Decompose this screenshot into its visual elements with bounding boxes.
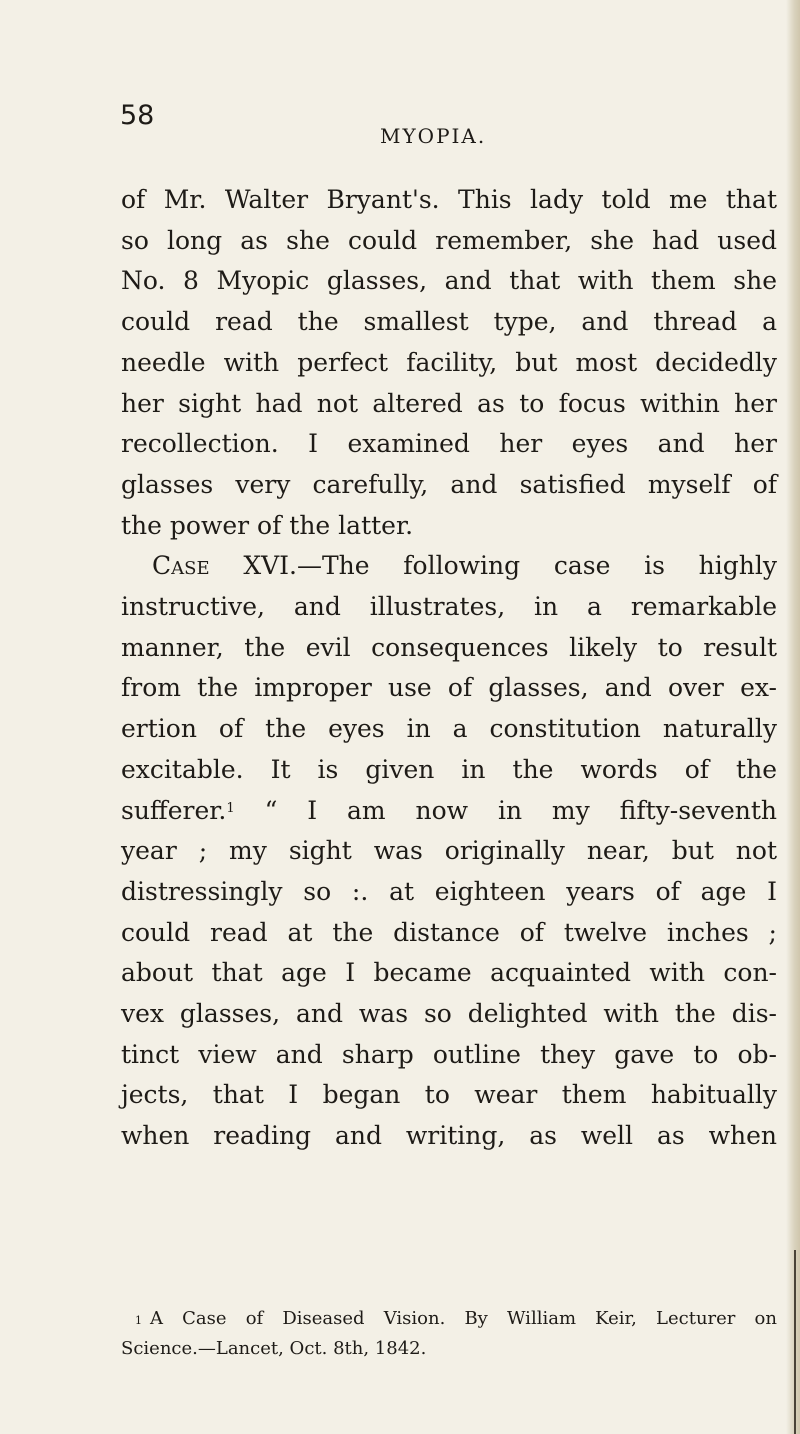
footnote-marker: 1 — [135, 1314, 142, 1327]
text-line: the power of the latter. — [121, 510, 414, 540]
case-label: Case — [152, 551, 210, 581]
text-line: year ; my sight was originally near, but not — [121, 836, 777, 866]
footnote — [121, 1304, 777, 1364]
page-number: 58 — [120, 100, 155, 131]
footnote-line — [121, 1304, 777, 1334]
text-line: needle with perfect facility, but most decidedly — [121, 347, 777, 377]
text-line: tinct view and sharp outline they gave to ob- — [121, 1039, 777, 1069]
text-line: could read at the distance of twelve inches ; — [121, 917, 777, 947]
sufferer-word: sufferer. — [121, 795, 227, 825]
case-line-text: XVI.—The following case is highly — [209, 551, 777, 581]
text-line: vex glasses, and was so delighted with the dis- — [121, 999, 777, 1029]
text-line: from the improper use of glasses, and over ex- — [121, 673, 777, 703]
sufferer-line — [121, 791, 777, 832]
footnote-line: Science.—Lancet, Oct. 8th, 1842. — [121, 1338, 427, 1359]
page-edge-line — [794, 1250, 796, 1434]
case-heading-line — [121, 546, 777, 587]
running-title: MYOPIA. — [380, 124, 487, 148]
text-line: of Mr. Walter Bryant's. This lady told me that — [121, 185, 777, 214]
page-edge-shadow — [786, 0, 800, 1434]
text-line: her sight had not altered as to focus within her — [121, 388, 777, 418]
text-line: when reading and writing, as well as when — [121, 1121, 777, 1151]
text-line: jects, that I began to wear them habitually — [121, 1080, 777, 1110]
text-line: ertion of the eyes in a constitution naturally — [121, 714, 777, 744]
text-line: distressingly so :. at eighteen years of age I — [121, 876, 777, 906]
footnote-reference: 1 — [226, 800, 235, 816]
text-line: instructive, and illustrates, in a remarkable — [121, 592, 777, 622]
text-line: No. 8 Myopic glasses, and that with them she — [121, 266, 777, 296]
text-line: could read the smallest type, and thread a — [121, 307, 777, 337]
quote-start-text: “ I am now in my fifty-seventh — [234, 795, 777, 825]
text-line: manner, the evil consequences likely to result — [121, 632, 777, 662]
text-line: about that age I became acquainted with con- — [121, 958, 777, 988]
body-text — [121, 180, 777, 1157]
footnote-text: A Case of Diseased Vision. By William Keir, Lecturer on — [150, 1308, 777, 1329]
text-line: excitable. It is given in the words of the — [121, 754, 777, 784]
text-line: so long as she could remember, she had used — [121, 225, 777, 255]
text-line: recollection. I examined her eyes and her — [121, 429, 777, 459]
text-line: glasses very carefully, and satisfied myself of — [121, 469, 777, 499]
